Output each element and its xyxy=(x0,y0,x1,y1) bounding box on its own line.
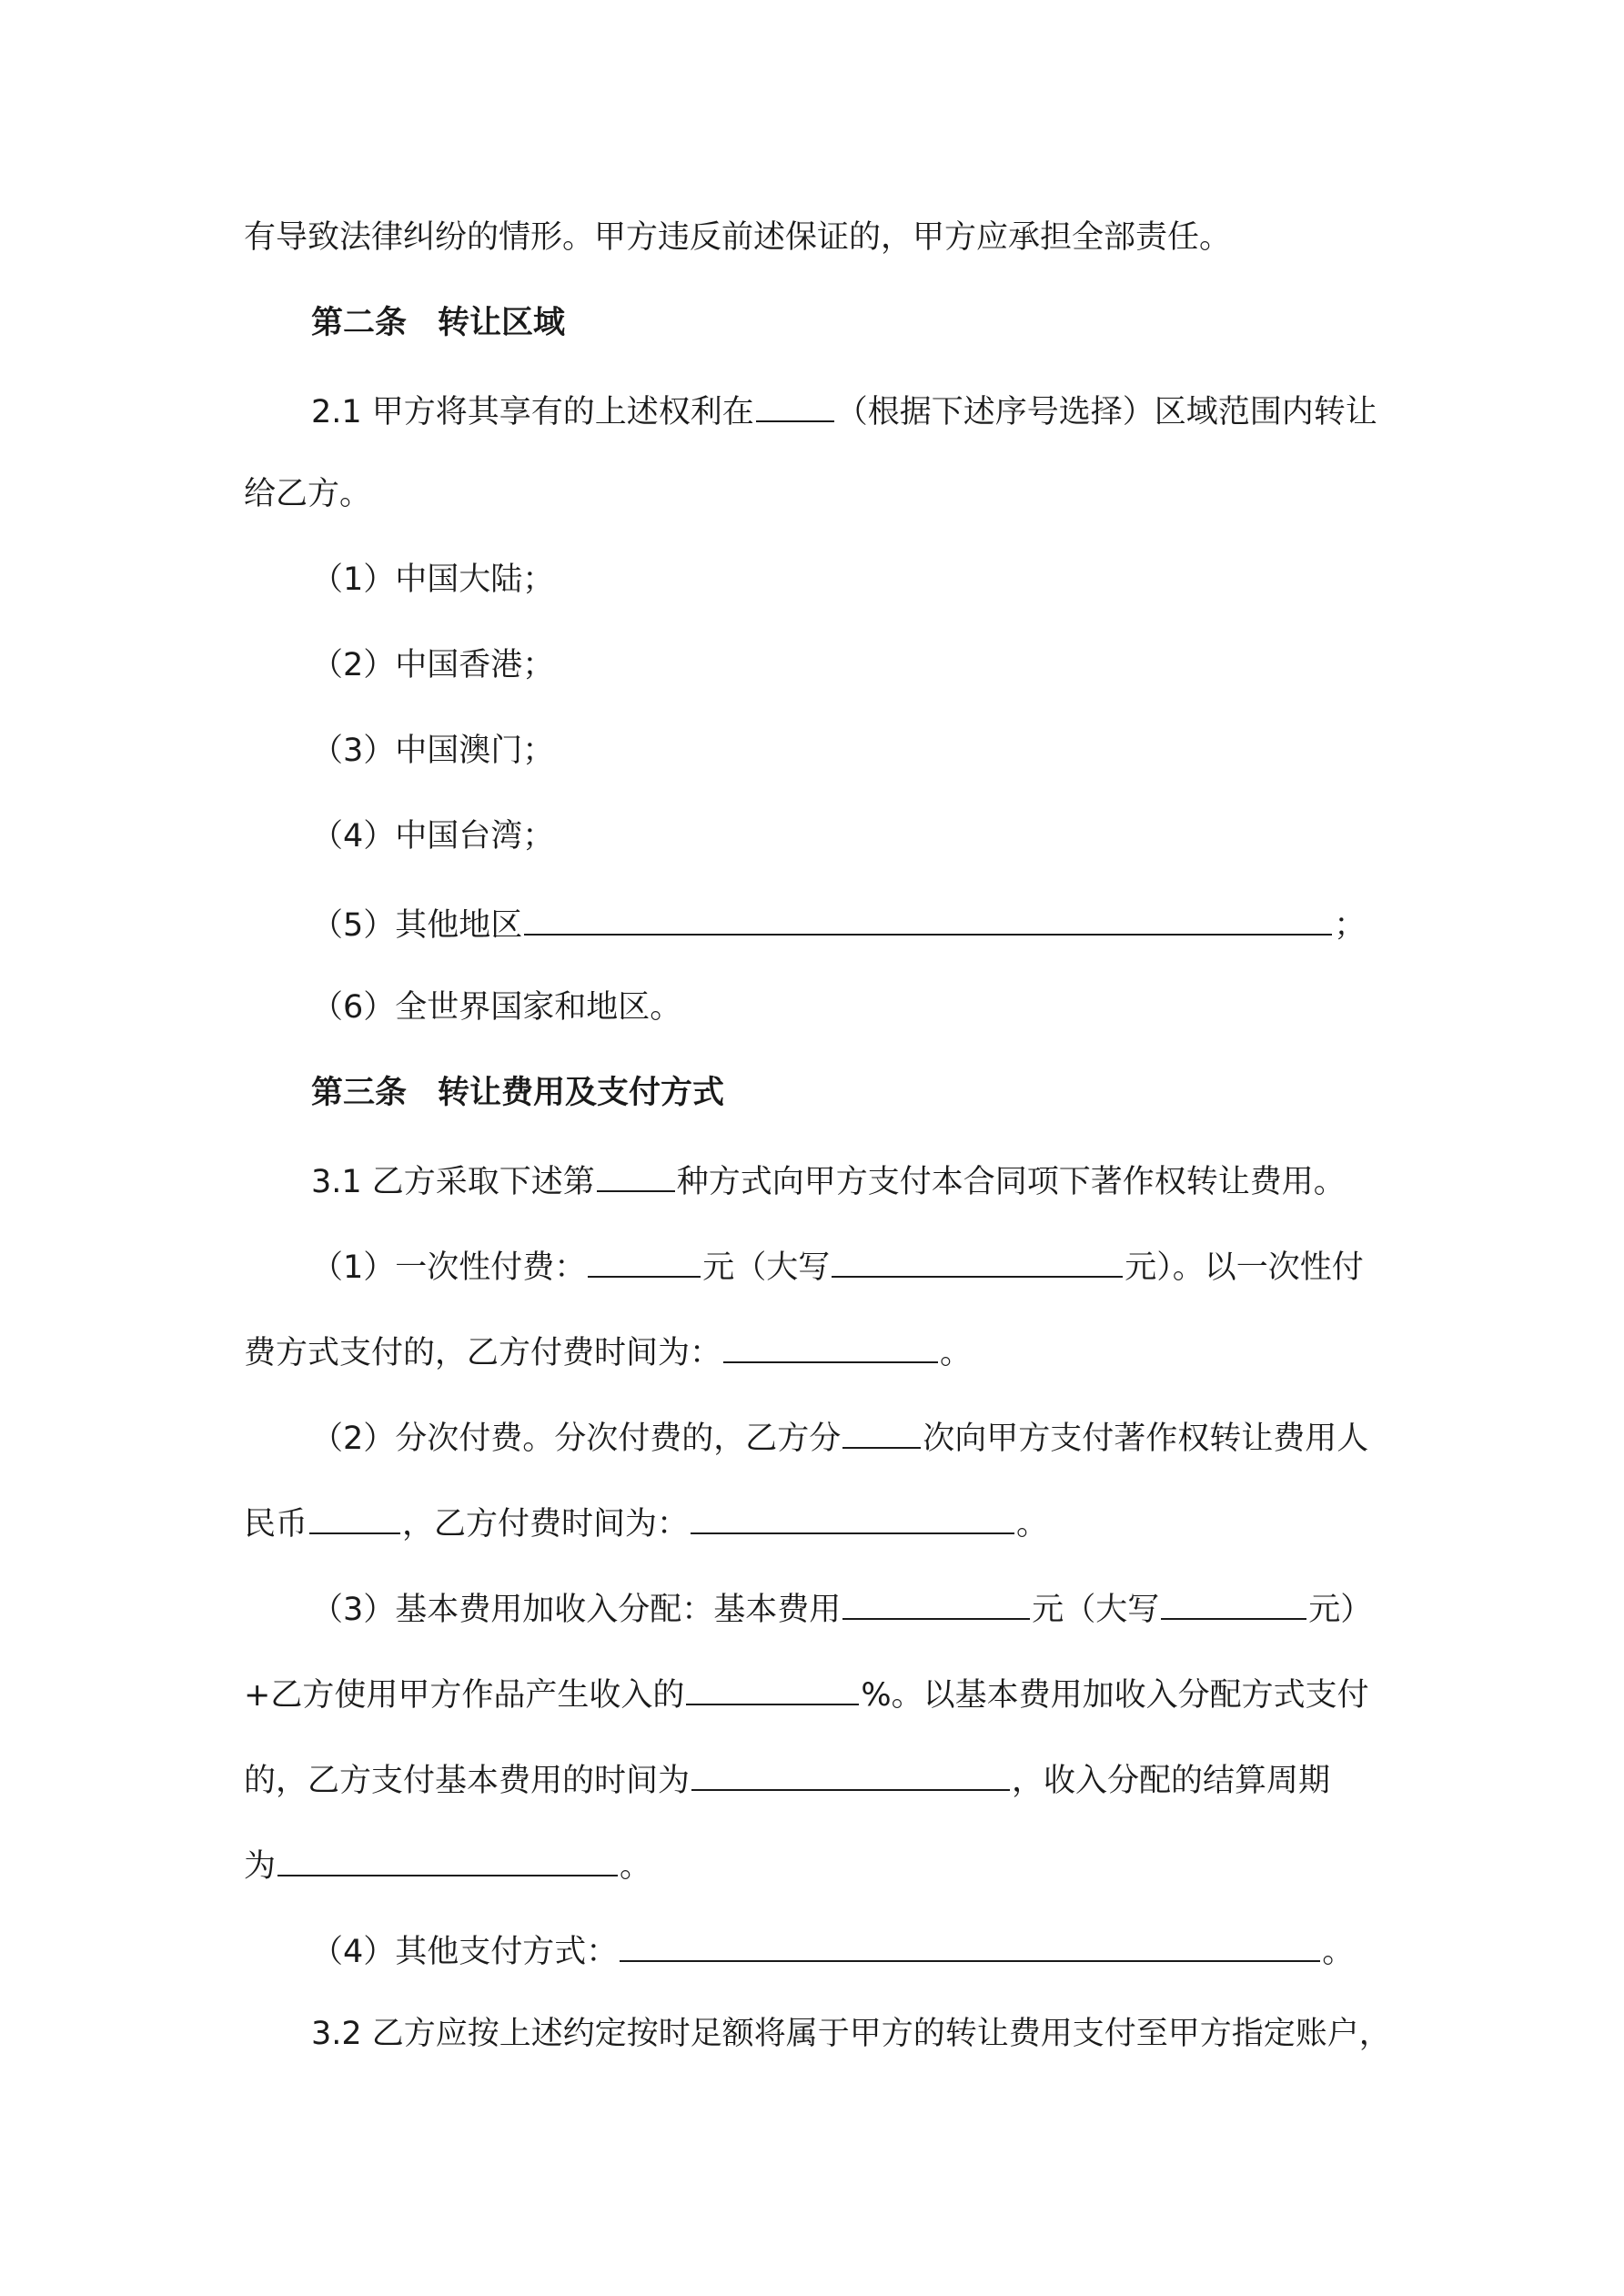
paragraph-continuation xyxy=(244,217,1231,258)
payment-option-3-cont-1 xyxy=(244,1671,1369,1716)
text: 给乙方。 xyxy=(244,476,372,512)
text: （5）其他地区 xyxy=(311,907,523,944)
article-title: 转让区域 xyxy=(438,305,566,341)
option-3 xyxy=(311,730,554,772)
text: 有导致法律纠纷的情形。甲方违反前述保证的，甲方应承担全部责任。 xyxy=(244,219,1232,256)
article-3-heading xyxy=(311,1072,724,1114)
clause-2-1-cont xyxy=(244,473,371,515)
text: 的，乙方支付基本费用的时间为 xyxy=(244,1763,691,1799)
clause-3-1 xyxy=(311,1158,1346,1203)
fill-blank-amount-capital[interactable] xyxy=(832,1243,1123,1278)
payment-option-4 xyxy=(311,1927,1354,1973)
text: 3.1 乙方采取下述第 xyxy=(311,1164,595,1200)
option-6 xyxy=(311,986,681,1028)
text: 。 xyxy=(620,1848,652,1885)
text: （1）一次性付费： xyxy=(311,1249,587,1286)
option-2 xyxy=(311,644,554,686)
text: （4）其他支付方式： xyxy=(311,1934,619,1970)
text: 次向甲方支付著作权转让费用人 xyxy=(923,1421,1369,1457)
payment-option-1 xyxy=(311,1243,1364,1289)
text: ，收入分配的结算周期 xyxy=(1012,1763,1331,1799)
fill-blank-region-choice[interactable] xyxy=(756,388,834,422)
text: 元）。以一次性付 xyxy=(1125,1249,1364,1286)
text: 2.1 甲方将其享有的上述权利在 xyxy=(311,394,754,430)
fill-blank-base-fee-capital[interactable] xyxy=(1161,1585,1306,1620)
payment-option-3-cont-2 xyxy=(244,1756,1330,1802)
fill-blank-payment-time[interactable] xyxy=(723,1329,938,1363)
text: （2）中国香港； xyxy=(311,647,555,683)
text: （3）中国澳门； xyxy=(311,733,555,769)
text: ，乙方付费时间为： xyxy=(402,1506,690,1542)
text: （4）中国台湾； xyxy=(311,818,555,855)
text: ； xyxy=(1334,907,1367,944)
clause-2-1 xyxy=(311,388,1377,433)
fill-blank-other-region[interactable] xyxy=(524,901,1332,936)
text: 元（大写 xyxy=(1032,1592,1160,1628)
fill-blank-payment-method[interactable] xyxy=(597,1158,675,1192)
text: 费方式支付的，乙方付费时间为： xyxy=(244,1335,722,1371)
text: （6）全世界国家和地区。 xyxy=(311,989,682,1026)
text: 为 xyxy=(244,1848,277,1885)
text: 3.2 乙方应按上述约定按时足额将属于甲方的转让费用支付至甲方指定账户， xyxy=(311,2016,1391,2052)
option-1 xyxy=(311,559,554,601)
text: （3）基本费用加收入分配：基本费用 xyxy=(311,1592,842,1628)
fill-blank-revenue-share[interactable] xyxy=(686,1671,859,1705)
text: 。 xyxy=(1016,1506,1049,1542)
text: （1）中国大陆； xyxy=(311,561,555,598)
option-5 xyxy=(311,901,1366,946)
fill-blank-rmb-amount[interactable] xyxy=(309,1500,400,1534)
payment-option-2 xyxy=(311,1414,1368,1460)
fill-blank-payment-time[interactable] xyxy=(691,1500,1014,1534)
text: 元（大写 xyxy=(702,1249,831,1286)
text: %。以基本费用加收入分配方式支付 xyxy=(861,1677,1369,1714)
text: 元） xyxy=(1308,1592,1373,1628)
fill-blank-other-method[interactable] xyxy=(620,1927,1320,1962)
text: 。 xyxy=(1322,1934,1355,1970)
article-number: 第三条 xyxy=(311,1075,408,1111)
text: （根据下述序号选择）区域范围内转让 xyxy=(835,394,1377,430)
fill-blank-installments[interactable] xyxy=(842,1414,921,1449)
option-4 xyxy=(311,815,554,857)
text: +乙方使用甲方作品产生收入的 xyxy=(244,1677,685,1714)
fill-blank-base-fee-time[interactable] xyxy=(691,1756,1010,1791)
article-2-heading xyxy=(311,302,565,344)
text: 。 xyxy=(940,1335,973,1371)
text: 种方式向甲方支付本合同项下著作权转让费用。 xyxy=(676,1164,1346,1200)
clause-3-2 xyxy=(311,2013,1391,2055)
fill-blank-amount[interactable] xyxy=(588,1243,701,1278)
text: （2）分次付费。分次付费的，乙方分 xyxy=(311,1421,842,1457)
payment-option-3-cont-3 xyxy=(244,1842,651,1887)
text: 民币 xyxy=(244,1506,308,1542)
payment-option-2-cont xyxy=(244,1500,1048,1545)
fill-blank-settlement-period[interactable] xyxy=(277,1842,618,1876)
article-title: 转让费用及支付方式 xyxy=(438,1075,725,1111)
fill-blank-base-fee[interactable] xyxy=(842,1585,1030,1620)
payment-option-1-cont xyxy=(244,1329,972,1374)
payment-option-3 xyxy=(311,1585,1372,1631)
article-number: 第二条 xyxy=(311,305,408,341)
